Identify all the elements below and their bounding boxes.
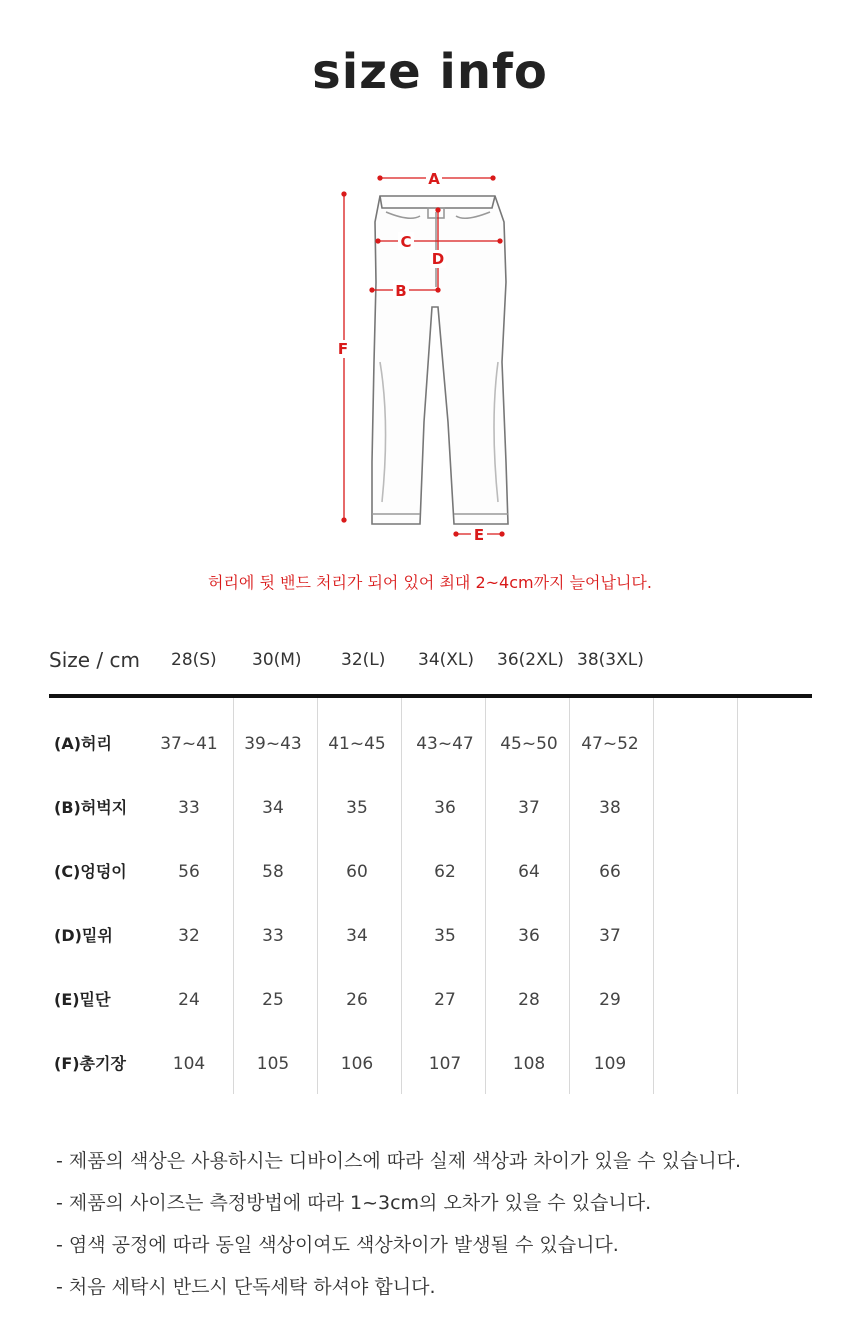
table-cell: 34 — [262, 798, 284, 818]
table-cell: 37 — [599, 926, 621, 946]
table-cell: 32 — [178, 926, 200, 946]
row-label: (D)밑위 — [54, 926, 113, 945]
table-cell: 60 — [346, 862, 368, 882]
notice-item: - 처음 세탁시 반드시 단독세탁 하셔야 합니다. — [56, 1276, 436, 1298]
table-cell: 43~47 — [416, 734, 474, 754]
table-cell: 35 — [434, 926, 456, 946]
table-cell: 25 — [262, 990, 284, 1010]
table-header — [49, 640, 812, 694]
table-row — [49, 1018, 812, 1082]
label-f: F — [337, 340, 349, 358]
table-cell: 41~45 — [328, 734, 386, 754]
table-cell: 26 — [346, 990, 368, 1010]
notice-item: - 제품의 사이즈는 측정방법에 따라 1~3cm의 오차가 있을 수 있습니다. — [56, 1192, 652, 1214]
pants-outline — [372, 196, 508, 524]
table-cell: 24 — [178, 990, 200, 1010]
header-size: 38(3XL) — [577, 650, 644, 670]
pants-diagram — [320, 162, 540, 552]
label-a: A — [428, 170, 440, 188]
header-size: 36(2XL) — [497, 650, 564, 670]
table-cell: 34 — [346, 926, 368, 946]
table-cell: 56 — [178, 862, 200, 882]
table-cell: 37~41 — [160, 734, 218, 754]
table-row — [49, 698, 812, 762]
header-size: 34(XL) — [418, 650, 475, 670]
table-cell: 105 — [256, 1054, 290, 1074]
waistband-note: 허리에 뒷 밴드 처리가 되어 있어 최대 2~4cm까지 늘어납니다. — [208, 573, 652, 592]
label-d: D — [431, 250, 445, 268]
notice-list — [56, 1146, 836, 1314]
table-cell: 108 — [512, 1054, 546, 1074]
notice-item: - 제품의 색상은 사용하시는 디바이스에 따라 실제 색상과 차이가 있을 수 있습니다. — [56, 1150, 742, 1172]
size-table — [49, 640, 812, 1074]
table-cell: 66 — [599, 862, 621, 882]
label-b: B — [395, 282, 407, 300]
table-cell: 47~52 — [581, 734, 639, 754]
table-row — [49, 826, 812, 890]
table-body — [49, 698, 812, 1094]
table-cell: 29 — [599, 990, 621, 1010]
table-cell: 27 — [434, 990, 456, 1010]
table-cell: 38 — [599, 798, 621, 818]
page-title: size info — [312, 44, 548, 100]
table-cell: 104 — [172, 1054, 206, 1074]
table-cell: 45~50 — [500, 734, 558, 754]
table-cell: 107 — [428, 1054, 462, 1074]
row-label: (C)엉덩이 — [54, 862, 127, 881]
table-cell: 109 — [593, 1054, 627, 1074]
row-label: (F)총기장 — [54, 1054, 126, 1073]
label-c: C — [400, 233, 412, 251]
row-label: (E)밑단 — [54, 990, 111, 1009]
table-row — [49, 762, 812, 826]
row-label: (B)허벅지 — [54, 798, 128, 817]
table-cell: 33 — [178, 798, 200, 818]
header-size: 28(S) — [171, 650, 217, 670]
notice-item: - 염색 공정에 따라 동일 색상이여도 색상차이가 발생될 수 있습니다. — [56, 1234, 619, 1256]
table-row — [49, 890, 812, 954]
table-cell: 36 — [434, 798, 456, 818]
header-size-unit: Size / cm — [49, 648, 140, 672]
table-cell: 39~43 — [244, 734, 302, 754]
table-cell: 106 — [340, 1054, 374, 1074]
table-cell: 37 — [518, 798, 540, 818]
table-cell: 64 — [518, 862, 540, 882]
table-cell: 62 — [434, 862, 456, 882]
label-e: E — [473, 526, 485, 544]
header-size: 30(M) — [252, 650, 302, 670]
header-size: 32(L) — [341, 650, 386, 670]
table-cell: 33 — [262, 926, 284, 946]
table-cell: 58 — [262, 862, 284, 882]
row-label: (A)허리 — [54, 734, 112, 753]
table-row — [49, 954, 812, 1018]
table-cell: 35 — [346, 798, 368, 818]
table-cell: 28 — [518, 990, 540, 1010]
table-cell: 36 — [518, 926, 540, 946]
